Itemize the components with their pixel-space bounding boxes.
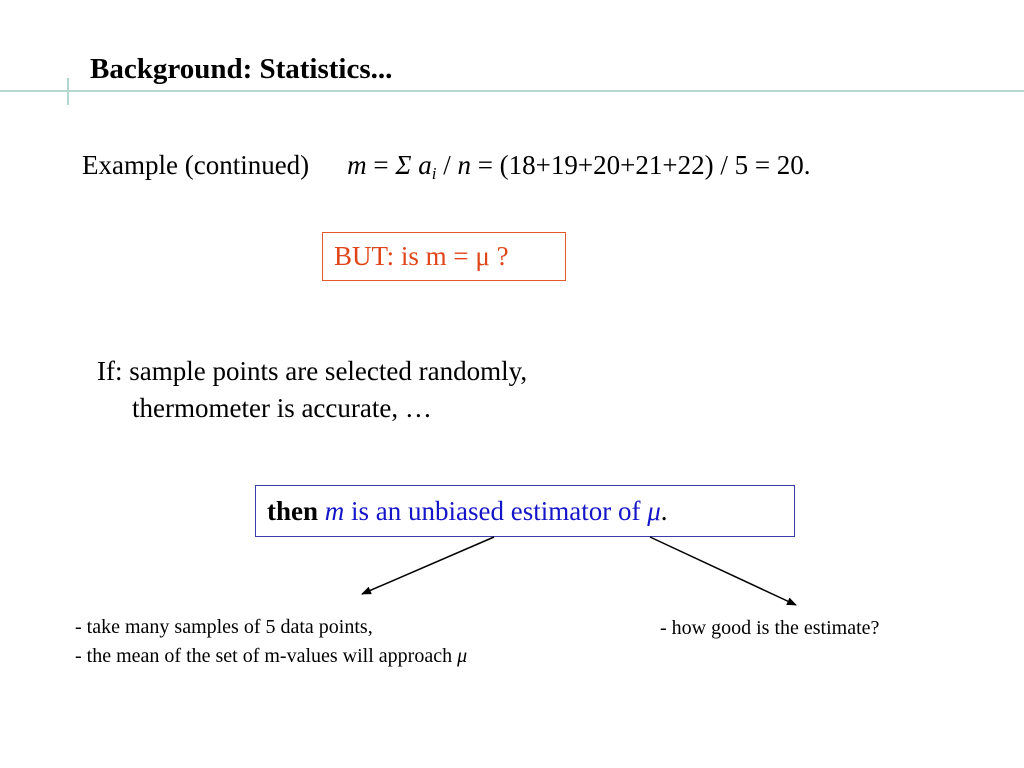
- but-question-box: BUT: is m = μ ?: [322, 232, 566, 281]
- formula-m: m: [347, 150, 367, 180]
- arrow-right: [650, 537, 796, 605]
- conclusion-then: then: [267, 496, 319, 526]
- formula-eq: =: [366, 150, 396, 180]
- slide-title: Background: Statistics...: [90, 53, 393, 85]
- arrow-left: [362, 537, 494, 594]
- conclusion-box: [255, 485, 795, 537]
- header-tick: [67, 78, 69, 105]
- left-note-line-2-text: - the mean of the set of m-values will approach: [75, 645, 458, 667]
- conclusion-mu: μ: [647, 496, 661, 526]
- example-label: Example (continued): [82, 150, 310, 180]
- left-note-mu: μ: [457, 645, 468, 667]
- header-rule: [0, 90, 1024, 92]
- conditions-text: [97, 353, 527, 427]
- conditions-line-2: thermometer is accurate, …: [132, 393, 432, 423]
- formula-rest: = (18+19+20+21+22) / 5 = 20.: [470, 150, 811, 180]
- right-note: - how good is the estimate?: [660, 617, 880, 639]
- left-notes: [75, 613, 467, 671]
- formula-n: n: [457, 150, 471, 180]
- formula-slash: /: [436, 150, 458, 180]
- left-note-line-2: [75, 642, 467, 671]
- formula-subscript-i: i: [431, 164, 437, 183]
- conclusion-period: .: [660, 496, 668, 526]
- formula-a: a: [411, 150, 432, 180]
- conditions-line-1: If: sample points are selected randomly,: [97, 356, 528, 386]
- conclusion-m: m: [324, 496, 345, 526]
- example-formula: [82, 150, 811, 181]
- left-note-line-1: - take many samples of 5 data points,: [75, 616, 373, 638]
- formula-sigma: Σ: [395, 150, 412, 180]
- conclusion-middle: is an unbiased estimator of: [344, 496, 648, 526]
